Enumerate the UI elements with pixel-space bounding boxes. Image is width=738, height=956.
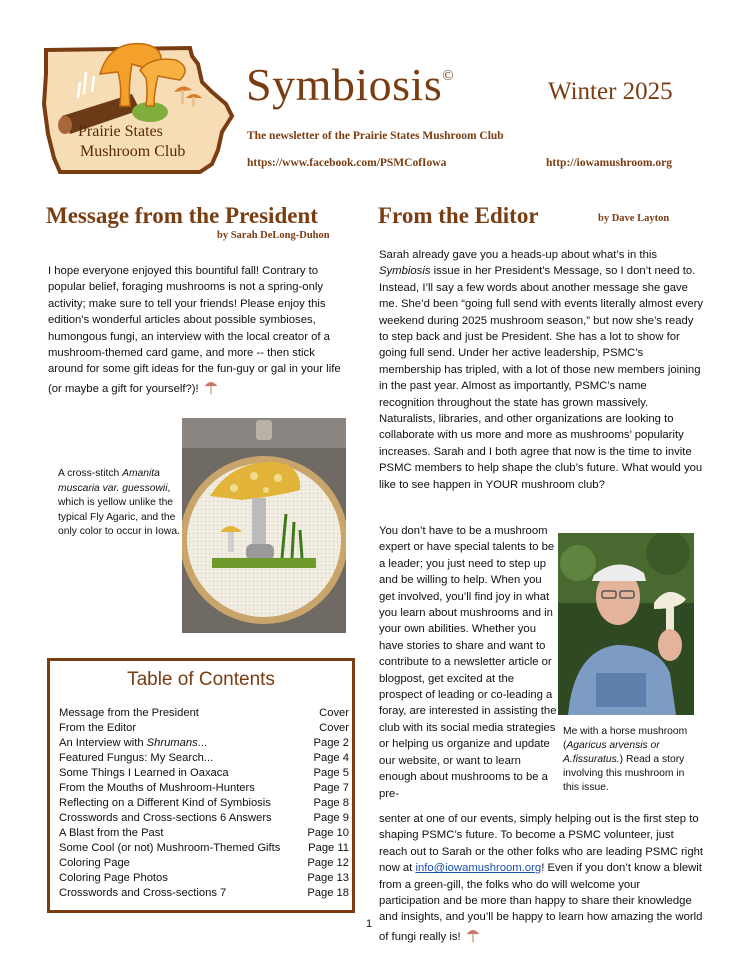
cross-stitch-image [182, 418, 346, 633]
editor-byline: by Dave Layton [598, 213, 670, 224]
president-heading: Message from the President [46, 203, 318, 228]
toc-row[interactable]: Coloring Page Page 12 [59, 857, 349, 869]
toc-row[interactable]: An Interview with Shrumans... Page 2 [59, 737, 349, 749]
toc-row[interactable]: Crosswords and Cross-sections 6 Answers Page 9 [59, 812, 349, 824]
toc-row[interactable]: Featured Fungus: My Search... Page 4 [59, 752, 349, 764]
toc-row[interactable]: Coloring Page Photos Page 13 [59, 872, 349, 884]
toc-row[interactable]: Some Cool (or not) Mushroom-Themed Gifts Page 11 [59, 842, 349, 854]
tagline: The newsletter of the Prairie States Mushroom Club [247, 130, 504, 142]
editor-heading: From the Editor [378, 203, 539, 228]
toc-row[interactable]: From the Editor Cover [59, 722, 349, 734]
mushroom-icon [202, 378, 220, 396]
editor-photo [558, 533, 694, 715]
stitch-caption: A cross-stitch Amanita muscaria var. guessowii, which is yellow unlike the typical Fly Agaric, and the only color to occur in Iowa. [58, 468, 180, 537]
toc-row[interactable]: A Blast from the Past Page 10 [59, 827, 349, 839]
president-message: I hope everyone enjoyed this bountiful fall! Contrary to popular belief, foraging mushrooms is not a spring-only activity; make sure to tell your friends! Please enjoy this edition's wonderful articles about possible symbioses, humongous fungi, an interview with the local creator of a mushroom-themed card game, and more -- then stick around for some gift ideas for the fun-guy or gal in your life (or maybe a gift for yourself?)! [48, 265, 341, 395]
logo-line1: Prairie States [78, 123, 163, 140]
copyright-mark: © [442, 68, 455, 84]
editor-paragraph-1: Sarah already gave you a heads-up about what’s in this Symbiosis issue in her President’s Message, so I don’t need to. Instead, I’ll say a few words about another message she gave me. She’d been “going full send with events literally almost every weekend during 2025 mushroom season,” but now she’s ready to step back and just be President. She has a lot to show for going full send. Under her active leadership, PSMC’s membership has tripled, with a lot of those new members joining in the past year. Almost as importantly, PSMC’s name recognition throughout the state has grown massively. Naturalists, libraries, and other organizations are looking to collaborate with us more and more as mushrooms’ popularity increases. Sarah and I both agree that now is the time to invite PSMC members to help shape the club’s future. What would you like to see happen in YOUR mushroom club? [379, 249, 704, 491]
toc-row[interactable]: Reflecting on a Different Kind of Symbiosis Page 8 [59, 797, 349, 809]
table-of-contents [47, 658, 355, 913]
mushroom-icon [464, 926, 482, 944]
issue-label: Winter 2025 [548, 78, 673, 105]
logo-line2: Mushroom Club [80, 143, 186, 160]
email-link[interactable]: info@iowamushroom.org [415, 862, 542, 875]
toc-row[interactable]: From the Mouths of Mushroom-Hunters Page 7 [59, 782, 349, 794]
editor-paragraph-3: senter at one of our events, simply helping out is the first step to shaping PSMC’s future. To become a PSMC volunteer, just reach out to Sarah or the other folks who are leading PSMC right now at info@iowamushroom.org! Even if you don’t know a blewit from a green-gill, the folks who do will welcome your participation and be more than happy to share their knowledge and insights, and you’ll be happy to learn how amazing the world of fungi really is! [379, 813, 704, 943]
facebook-link[interactable]: https://www.facebook.com/PSMCofIowa [247, 157, 447, 169]
toc-row[interactable]: Message from the President Cover [59, 707, 349, 719]
toc-row[interactable]: Some Things I Learned in Oaxaca Page 5 [59, 767, 349, 779]
website-link[interactable]: http://iowamushroom.org [546, 157, 672, 169]
toc-title: Table of Contents [127, 669, 275, 690]
newsletter-title: Symbiosis© [246, 59, 455, 110]
page-number: 1 [366, 918, 373, 930]
editor-paragraph-2: You don’t have to be a mushroom expert or have special talents to be a leader; you just need to step up and be willing to help. When you get involved, you’ll find joy in what you learn about mushrooms and in your own abilities. Whether you have stories to share and want to contribute to a newsletter article or blogpost, get excited at the prospect of leading or co-leading a foray, are interested in assisting the club with its social media strategies or helping us organize and update our website, or want to learn enough about mushrooms to be a pre- [379, 525, 557, 800]
toc-row[interactable]: Crosswords and Cross-sections 7 Page 18 [59, 887, 349, 899]
president-byline: by Sarah DeLong-Duhon [217, 230, 330, 241]
photo-caption: Me with a horse mushroom (Agaricus arvensis or A.fissuratus.) Read a story involving this mushroom in this issue. [563, 726, 688, 793]
club-logo [40, 34, 240, 176]
